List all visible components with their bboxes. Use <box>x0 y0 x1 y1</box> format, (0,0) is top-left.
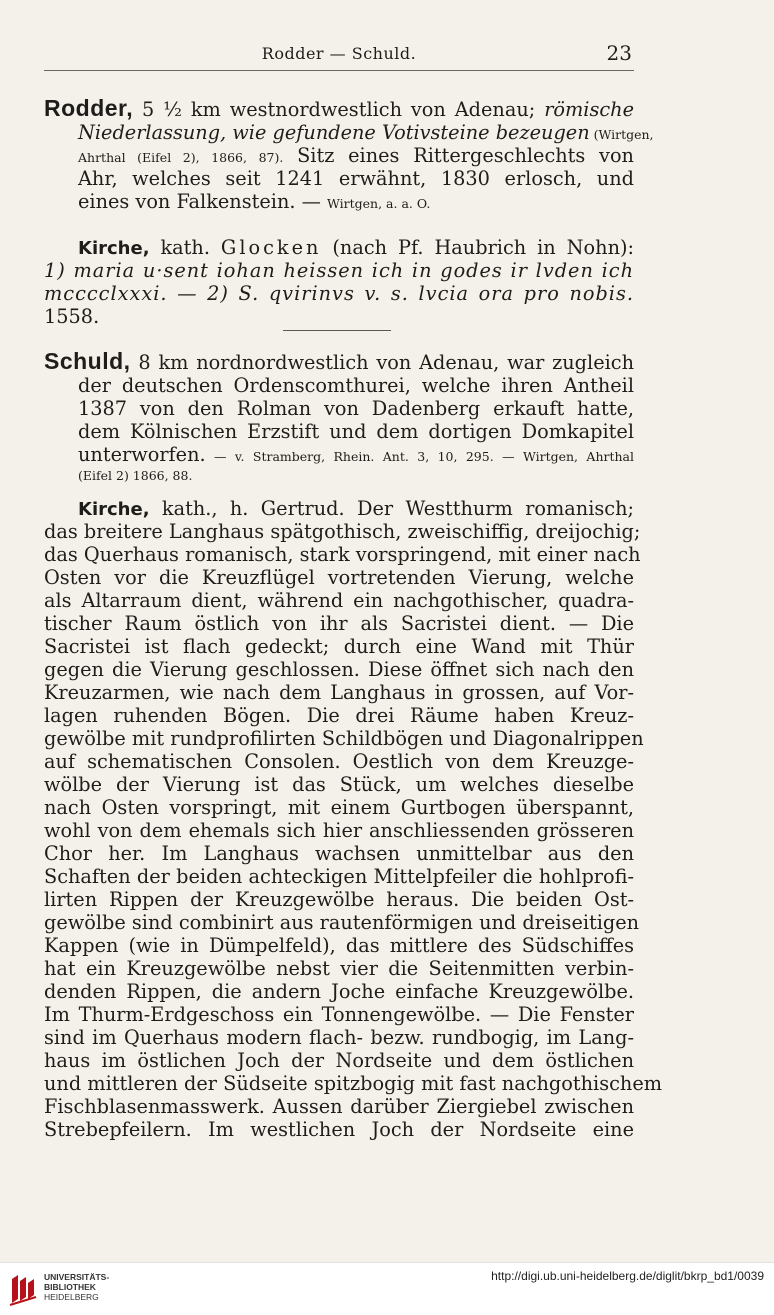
inscription-line: 1) maria u·sent iohan heissen ich in godes ir lvden ich <box>44 259 634 282</box>
page-header <box>44 41 634 72</box>
text-line: der deutschen Ordenscomthurei, welche ihren Antheil <box>78 374 634 397</box>
text-line: als Altarraum dient, während ein nachgothischer, quadra- <box>44 589 634 612</box>
entry-schuld-kirche <box>44 497 663 1141</box>
text-line: wohl von dem ehemals sich hier anschliessenden grösseren <box>44 819 634 842</box>
text-line <box>44 443 634 466</box>
text-run: (nach Pf. Haubrich in Nohn): <box>321 236 634 259</box>
text-line: haus im östlichen Joch der Nordseite und dem östlichen <box>44 1049 634 1072</box>
text-run: kath., h. Gertrud. Der Westthurm romanisch; <box>149 497 634 520</box>
text-run: eines von Falkenstein. — <box>78 190 328 213</box>
text-run: unterworfen. <box>78 443 206 466</box>
inscription-line: mcccclxxxi. — 2) S. qvirinvs v. s. lvcia ora pro nobis. <box>44 282 634 305</box>
text-run: 5 ½ km westnordwestlich von Adenau; <box>133 98 545 121</box>
text-line: und mittleren der Südseite spitzbogig mit fast nachgothischem <box>44 1072 663 1095</box>
text-line <box>44 236 634 259</box>
text-line: 1387 von den Rolman von Dadenberg erkauft hatte, <box>78 397 634 420</box>
text-line <box>44 348 634 374</box>
text-line <box>44 144 634 167</box>
text-line: Ahr, welches seit 1241 erwähnt, 1830 erlosch, und <box>78 167 634 190</box>
citation: Wirtgen, a. a. O. <box>327 196 431 211</box>
text-run: römische <box>544 98 634 121</box>
text-line <box>44 95 634 121</box>
section-heading-kirche: Kirche, <box>78 238 150 259</box>
text-line: sind im Querhaus modern flach- bezw. rundbogig, im Lang- <box>44 1026 634 1049</box>
university-library-logo-icon <box>8 1271 38 1307</box>
text-line: wölbe der Vierung ist das Stück, um welches dieselbe <box>44 773 634 796</box>
text-line: tischer Raum östlich von ihr als Sacristei dient. — Die <box>44 612 634 635</box>
text-line: dem Kölnischen Erzstift und dem dortigen Domkapitel <box>78 420 634 443</box>
entry-rodder-kirche <box>44 236 634 328</box>
logo-line: HEIDELBERG <box>44 1292 99 1302</box>
text-line: gegen die Vierung geschlossen. Diese öffnet sich nach den <box>44 658 634 681</box>
text-line: gewölbe sind combinirt aus rautenförmigen und dreiseitigen <box>44 911 640 934</box>
text-line: hat ein Kreuzgewölbe nebst vier die Seitenmitten verbin- <box>44 957 634 980</box>
header-rule <box>44 70 634 71</box>
text-line: Fischblasenmasswerk. Aussen darüber Ziergiebel zwischen <box>44 1095 634 1118</box>
citation: (Eifel 2) 1866, 88. <box>78 468 193 483</box>
text-line <box>44 190 634 213</box>
text-line <box>44 121 654 144</box>
text-line: Sacristei ist flach gedeckt; durch eine Wand mit Thür <box>44 635 634 658</box>
text-line: Im Thurm-Erdgeschoss ein Tonnengewölbe. — Die Fenster <box>44 1003 634 1026</box>
text-line: gewölbe mit rundprofilirten Schildbögen und Diagonalrippen <box>44 727 644 750</box>
text-line: lagen ruhenden Bögen. Die drei Räume haben Kreuz- <box>44 704 634 727</box>
university-library-logo-text <box>44 1272 109 1302</box>
text-line: das Querhaus romanisch, stark vorspringend, mit einer nach <box>44 543 641 566</box>
text-line: 1558. <box>44 305 100 328</box>
page-number: 23 <box>606 41 632 65</box>
entry-rodder <box>44 95 654 213</box>
text-line: Osten vor die Kreuzflügel vortretenden Vierung, welche <box>44 566 634 589</box>
text-line: Strebepfeilern. Im westlichen Joch der Nordseite eine <box>44 1118 634 1141</box>
entry-headword: Rodder, <box>44 95 134 121</box>
citation: — v. Stramberg, Rhein. Ant. 3, 10, 295. — Wirtgen, Ahrthal <box>205 449 634 464</box>
text-line: auf schematischen Consolen. Oestlich von dem Kreuzge- <box>44 750 634 773</box>
text-run: kath. <box>149 236 221 259</box>
text-run: 8 km nordnordwestlich von Adenau, war zugleich <box>130 351 634 374</box>
text-run: Glocken <box>220 236 322 259</box>
citation: Ahrthal (Eifel 2), 1866, 87). <box>78 150 284 165</box>
text-line: Kreuzarmen, wie nach dem Langhaus in grossen, auf Vor- <box>44 681 634 704</box>
logo-line: UNIVERSITÄTS- <box>44 1272 110 1282</box>
text-run: Sitz eines Rittergeschlechts von <box>283 144 634 167</box>
text-line: lirten Rippen der Kreuzgewölbe heraus. Die beiden Ost- <box>44 888 634 911</box>
logo-line: BIBLIOTHEK <box>44 1282 96 1292</box>
text-line: Chor her. Im Langhaus wachsen unmittelbar aus den <box>44 842 634 865</box>
text-line: Schaften der beiden achteckigen Mittelpfeiler die hohlprofi- <box>44 865 634 888</box>
text-line: nach Osten vorspringt, mit einem Gurtbogen überspannt, <box>44 796 634 819</box>
viewer-footer <box>0 1262 774 1315</box>
text-line: Kappen (wie in Dümpelfeld), das mittlere des Südschiffes <box>44 934 634 957</box>
text-line <box>44 497 634 520</box>
section-divider <box>283 330 391 331</box>
citation: (Wirtgen, <box>589 127 654 142</box>
entry-headword: Schuld, <box>44 348 131 374</box>
text-line: denden Rippen, die andern Joche einfache Kreuzgewölbe. <box>44 980 634 1003</box>
section-heading-kirche: Kirche, <box>78 499 150 520</box>
running-title: Rodder — Schuld. <box>261 44 417 63</box>
permalink-url[interactable]: http://digi.ub.uni-heidelberg.de/diglit/bkrp_bd1/0039 <box>491 1269 764 1283</box>
entry-schuld <box>44 348 634 486</box>
text-line: das breitere Langhaus spätgothisch, zweischiffig, dreijochig; <box>44 520 641 543</box>
text-run: Niederlassung, wie gefundene Votivsteine bezeugen <box>78 121 590 144</box>
